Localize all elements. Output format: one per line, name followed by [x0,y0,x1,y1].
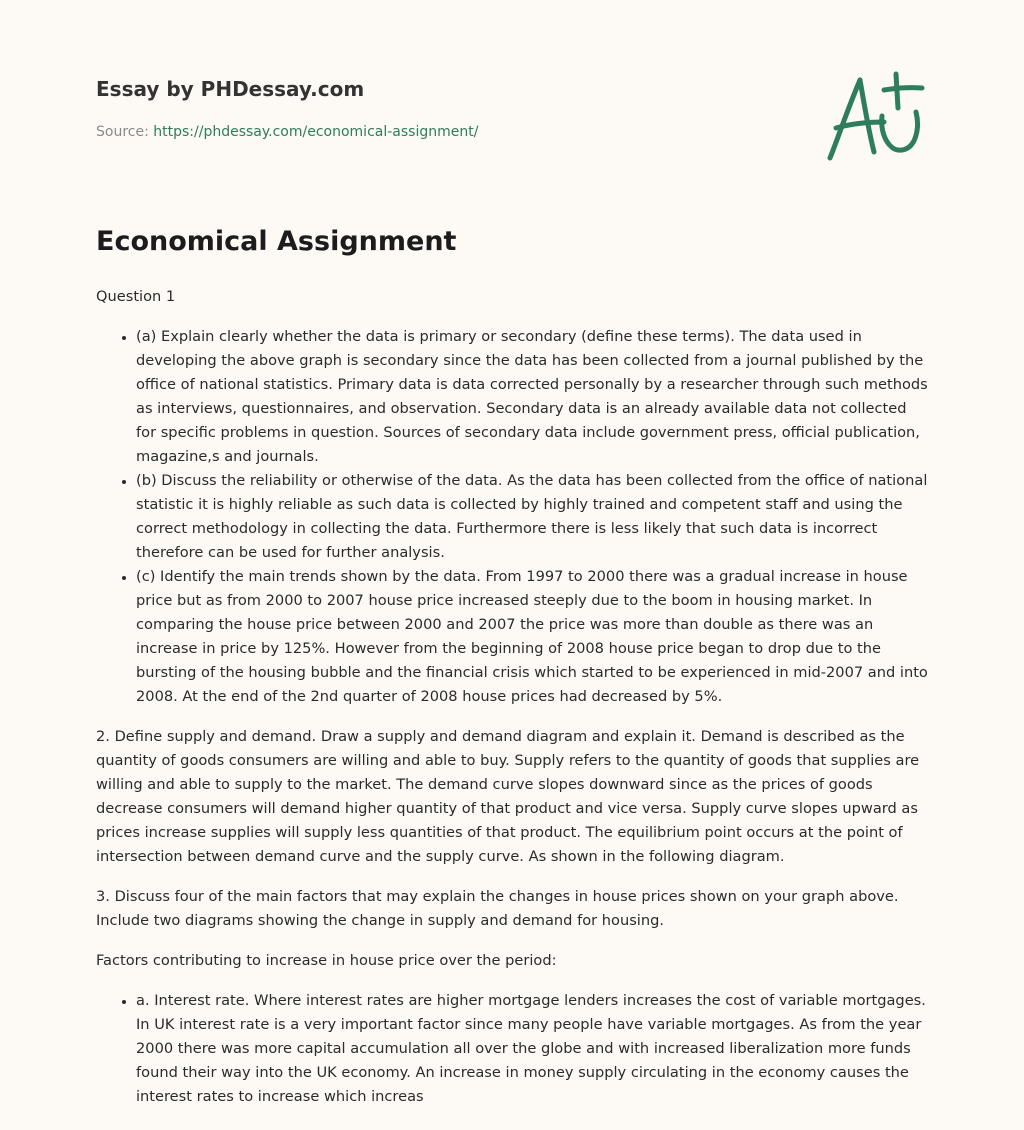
essay-title: Economical Assignment [96,226,457,257]
question-1-list [96,325,930,709]
source-line [96,124,478,140]
question-label: Question 1 [96,288,176,305]
list-item: • (c) Identify the main trends shown by the data. From 1997 to 2000 there was a gradual increase in house price but as from 2000 to 2007 house price increased steeply due to the boom in housing market. In comparing the house price between 2000 and 2007 the price was more than double as there was an increase in price by 125%. However from the beginning of 2008 house price began to drop due to the bursting of the housing bubble and the financial crisis which started to be experienced in mid-2007 and into 2008. At the end of the 2nd quarter of 2008 house prices had decreased by 5%. [136,565,930,709]
list-item: • (b) Discuss the reliability or otherwise of the data. As the data has been collected from the office of national statistic it is highly reliable as such data is collected by highly trained and competent staff and using the correct methodology in collecting the data. Furthermore there is less likely that such data is incorrect therefore can be used for further analysis. [136,469,930,565]
essay-body [96,285,930,1125]
factors-intro: Factors contributing to increase in house price over the period: [96,952,557,969]
source-link[interactable]: https://phdessay.com/economical-assignment/ [153,124,479,140]
paragraph-supply-demand: 2. Define supply and demand. Draw a supply and demand diagram and explain it. Demand is described as the quantity of goods consumers are willing and able to buy. Supply refers to the quantity of goods that supplies are willing and able to supply to the market. The demand curve slopes downward since as the prices of goods decrease consumers will demand higher quantity of that product and vice versa. Supply curve slopes upward as prices increase supplies will supply less quantities of that product. The equilibrium point occurs at the point of intersection between demand curve and the supply curve. As shown in the following diagram. [96,728,920,865]
source-label: Source: [96,124,154,140]
factors-list [96,989,930,1109]
list-item: • (a) Explain clearly whether the data is primary or secondary (define these terms). The data used in developing the above graph is secondary since the data has been collected from a journal published by the office of national statistics. Primary data is data corrected personally by a researcher through such methods as interviews, questionnaires, and observation. Secondary data is an already available data not collected for specific problems in question. Sources of secondary data include government press, official publication, magazine,s and journals. [136,325,930,469]
paragraph-factors-question: 3. Discuss four of the main factors that may explain the changes in house prices shown on your graph above. Include two diagrams showing the change in supply and demand for housing. [96,888,899,929]
a-plus-logo-icon [820,68,930,168]
list-item: • a. Interest rate. Where interest rates are higher mortgage lenders increases the cost of variable mortgages. In UK interest rate is a very important factor since many people have variable mortgages. As from the year 2000 there was more capital accumulation all over the globe and with increased liberalization more funds found their way into the UK economy. An increase in money supply circulating in the economy causes the interest rates to increase which increas [136,989,930,1109]
site-brand: Essay by PHDessay.com [96,77,365,101]
